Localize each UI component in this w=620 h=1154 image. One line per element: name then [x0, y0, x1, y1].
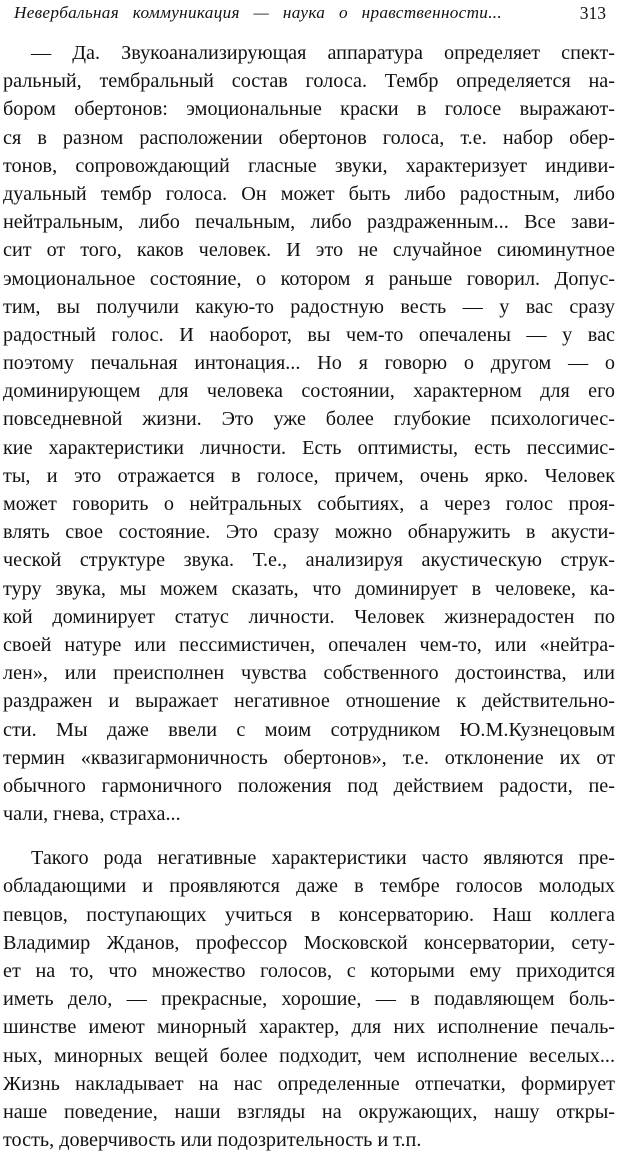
text-line: иметь дело, — прекрасные, хорошие, — в подавляющем боль- — [3, 988, 615, 1011]
text-line: ты, и это отражается в голосе, причем, очень ярко. Человек — [3, 464, 615, 487]
text-line: термин «квазигармоничность обертонов», т.е. отклонение их от — [3, 746, 615, 769]
text-line: тонов, сопровождающий гласные звуки, характеризует индиви- — [3, 154, 615, 177]
text-line: обычного гармоничного положения под действием радости, пе- — [3, 774, 615, 797]
text-line: эмоциональное состояние, о котором я раньше говорил. Допус- — [3, 267, 615, 290]
text-line: кой доминирует статус личности. Человек жизнерадостен по — [3, 605, 615, 628]
paragraph-1 — [3, 39, 615, 828]
text-line: ческой структуре звука. Т.е., анализируя акустическую струк- — [3, 549, 615, 572]
text-line: доминирующем для человека состоянии, характерном для его — [3, 380, 615, 403]
running-title: Невербальная коммуникация — наука о нравственности... — [14, 3, 502, 22]
text-line: шинстве имеют минорный характер, для них исполнение печаль- — [3, 1016, 615, 1039]
text-line: ет на то, что множество голосов, с которыми ему приходится — [3, 960, 615, 982]
text-line: ся в разном расположении обертонов голоса, т.е. набор обер- — [3, 126, 615, 149]
text-line: поэтому печальная интонация... Но я говорю о другом — о — [3, 352, 615, 375]
page-number: 313 — [579, 3, 606, 23]
text-line: певцов, поступающих учиться в консерваторию. Наш коллега — [3, 903, 615, 926]
body-text — [3, 39, 615, 1154]
text-line: туру звука, мы можем сказать, что доминирует в человеке, ка- — [3, 577, 615, 600]
text-line: кие характеристики личности. Есть оптимисты, есть пессимис- — [3, 436, 615, 459]
text-line: раздражен и выражает негативное отношение к действительно- — [3, 690, 615, 713]
paragraph-2 — [3, 844, 615, 1154]
text-line: тость, доверчивость или подозрительность и т.п. — [3, 1129, 422, 1152]
text-line: повседневной жизни. Это уже более глубокие психологичес- — [3, 408, 615, 431]
text-line: чали, гнева, страха... — [3, 803, 181, 826]
text-line: ральный, тембральный состав голоса. Тембр определяется на- — [3, 70, 615, 93]
text-line: сти. Мы даже ввели с моим сотрудником Ю.М.Кузнецовым — [3, 718, 615, 741]
text-line: влять свое состояние. Это сразу можно обнаружить в акусти- — [3, 521, 615, 544]
text-line: ных, минорных вещей более подходит, чем исполнение веселых... — [3, 1044, 615, 1067]
text-line: Такого рода негативные характеристики часто являются пре- — [31, 847, 615, 870]
text-line: бором обертонов: эмоциональные краски в голосе выражают- — [3, 98, 615, 121]
text-line: наше поведение, наши взгляды на окружающих, нашу откры- — [3, 1100, 615, 1123]
text-line: нейтральным, либо печальным, либо раздраженным... Все зави- — [3, 211, 615, 234]
text-line: — Да. Звукоанализирующая аппаратура определяет спект- — [31, 42, 615, 64]
text-line: радостный голос. И наоборот, вы чем-то опечалены — у вас — [3, 323, 615, 346]
text-line: тим, вы получили какую-то радостную весть — у вас сразу — [3, 295, 615, 318]
text-line: своей натуре или пессимистичен, опечален чем-то, или «нейтра- — [3, 633, 615, 656]
text-line: Владимир Жданов, профессор Московской консерватории, сету- — [3, 931, 615, 954]
text-line: обладающими и проявляются даже в тембре голосов молодых — [3, 875, 615, 898]
text-line: может говорить о нейтральных событиях, а через голос проя- — [3, 493, 615, 515]
text-line: дуальный тембр голоса. Он может быть либо радостным, либо — [3, 182, 615, 205]
running-header — [0, 2, 620, 28]
text-line: сит от того, каков человек. И это не случайное сиюминутное — [3, 239, 615, 262]
text-line: лен», или преисполнен чувства собственного достоинства, или — [3, 662, 615, 685]
text-line: Жизнь накладывает на нас определенные отпечатки, формирует — [3, 1072, 615, 1095]
